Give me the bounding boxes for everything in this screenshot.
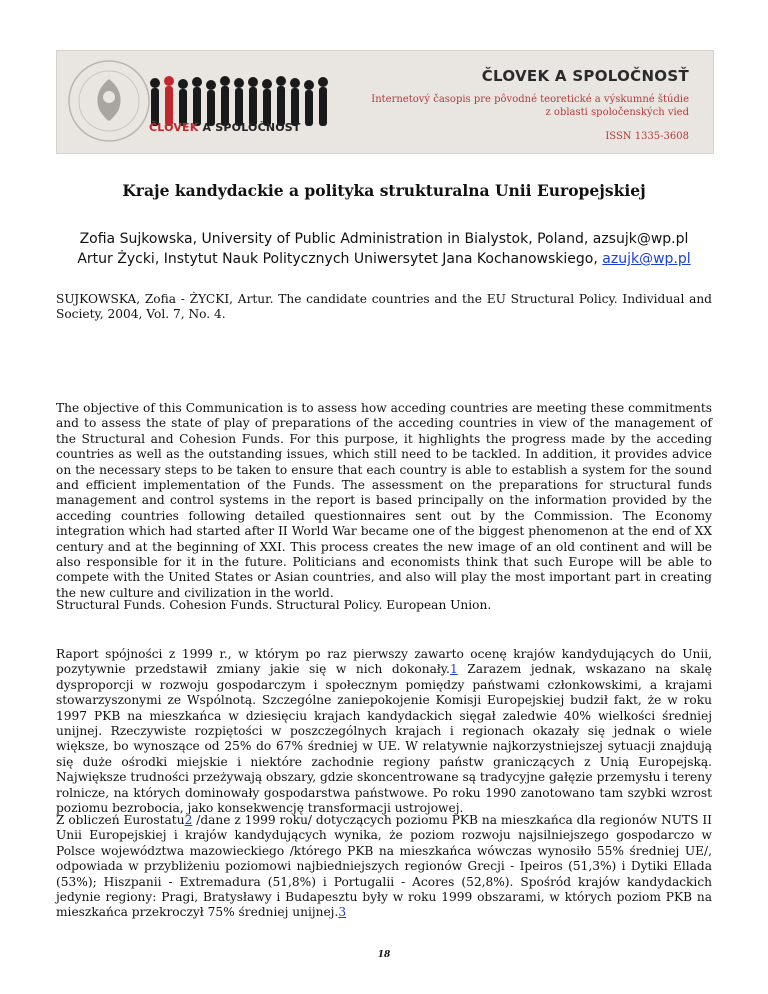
citation: SUJKOWSKA, Zofia - ŻYCKI, Artur. The candidate countries and the EU Structural Policy. Individual and Society, 2004, Vol. 7, No. 4. bbox=[56, 292, 712, 322]
page-number: 18 bbox=[377, 950, 391, 960]
author-2-text: Artur Życki, Instytut Nauk Politycznych Uniwersytet Jana Kochanowskiego, bbox=[77, 251, 603, 267]
keywords: Structural Funds. Cohesion Funds. Structural Policy. European Union. bbox=[56, 598, 492, 612]
university-seal-icon bbox=[65, 57, 153, 145]
brand-logo-text bbox=[149, 121, 301, 134]
para2-text-b: /dane z 1999 roku/ dotyczących poziomu PKB na mieszkańca dla regionów NUTS II Unii Europejskiej i krajów kandydujących wynika, że poziom rozwoju najsilniejszego gospodarczo w Polsce województwa mazowieckiego /którego PKB na mieszkańca wówczas wynosiło 55% średniej UE/, odpowiada w przybliżeniu poziomowi najbiedniejszych regionów Grecji - Ipeiros (51,3%) i Dytiki Ellada (53%); Hiszpanii - Extremadura (51,8%) i Portugalii - Acores (52,8%). Spośród krajów kandydackich jedynie regiony: Pragi, Bratysławy i Budapesztu były w roku 1999 obszarami, w których poziom PKB na mieszkańca przekroczył 75% średniej unijnej. bbox=[56, 813, 712, 920]
brand-highlight: ČLOVEK bbox=[149, 121, 199, 134]
author-block bbox=[0, 229, 768, 269]
footnote-link-3[interactable]: 3 bbox=[338, 905, 347, 920]
article-title: Kraje kandydackie a polityka strukturalna Unii Europejskiej bbox=[122, 181, 646, 200]
body-paragraph-1 bbox=[56, 647, 712, 816]
journal-tagline: Internetový časopis pre pôvodné teoretické a výskumné štúdie z oblasti spoločenských vied bbox=[371, 94, 689, 118]
body-paragraph-2 bbox=[56, 813, 712, 921]
author-2-email-link[interactable]: azujk@wp.pl bbox=[602, 251, 691, 267]
footnote-link-1[interactable]: 1 bbox=[449, 662, 458, 677]
para1-text-b: Zarazem jednak, wskazano na skalę dysproporcji w rozwoju gospodarczym i społecznym pomiędzy państwami członkowskimi, a krajami stowarzyszonymi ze Wspólnotą. Szczególne zaniepokojenie Komisji Europejskiej budził fakt, że w roku 1997 PKB na mieszkańca w dziesięciu krajach kandydackich sięgał zaledwie 40% wielkości średniej unijnej. Rzeczywiste rozpiętości w poszczególnych krajach i regionach okazały się jednak o wiele większe, bo wynoszące od 25% do 67% średniej w UE. W relatywnie najkorzystniejszej sytuacji znajdują się duże ośrodki miejskie i niektóre zachodnie regiony państw graniczących z Unią Europejską. Największe trudności przeżywają obszary, gdzie skoncentrowane są tradycyjne gałęzie przemysłu i tereny rolnicze, na których dominowały gospodarstwa państwowe. Po roku 1990 zanotowano tam szybki wzrost poziomu bezrobocia, jako konsekwencję transformacji ustrojowej. bbox=[56, 662, 712, 816]
author-1: Zofia Sujkowska, University of Public Administration in Bialystok, Poland, azsujk@wp.pl bbox=[79, 231, 689, 247]
para1-text-a: Raport spójności z 1999 r., w którym po raz pierwszy zawarto ocenę krajów kandydujących do Unii, pozytywnie przedstawił zmiany jakie się w nich dokonały. bbox=[56, 647, 712, 677]
journal-name: ČLOVEK A SPOLOČNOSŤ bbox=[481, 67, 689, 85]
para2-text-a: Z obliczeń Eurostatu bbox=[56, 813, 185, 827]
brand-rest: A SPOLOČNOSŤ bbox=[198, 121, 301, 134]
footnote-link-2[interactable]: 2 bbox=[184, 813, 193, 827]
author-2 bbox=[0, 249, 768, 269]
journal-banner bbox=[56, 50, 714, 154]
issn-label: ISSN 1335-3608 bbox=[605, 131, 689, 142]
abstract: The objective of this Communication is to assess how acceding countries are meeting these commitments and to assess the state of play of preparations of the acceding countries in view of the management of the Structural and Cohesion Funds. For this purpose, it highlights the progress made by the acceding countries as well as the outstanding issues, which still need to be tackled. In addition, it provides advice on the necessary steps to be taken to ensure that each country is able to establish a system for the sound and efficient implementation of the Funds. The assessment on the preparations for structural funds management and control systems in the report is based principally on the information provided by the acceding countries following detailed questionnaires sent out by the Commission. The Economy integration which had started after II World War became one of the biggest phenomenon at the end of XX century and at the beginning of XXI. This process creates the new image of an old continent and will be also responsible for it in the future. Politicians and economists think that such Europe will be able to compete with the United States or Asian countries, and also will play the most important part in creating the new culture and civilization in the world. bbox=[56, 401, 712, 600]
